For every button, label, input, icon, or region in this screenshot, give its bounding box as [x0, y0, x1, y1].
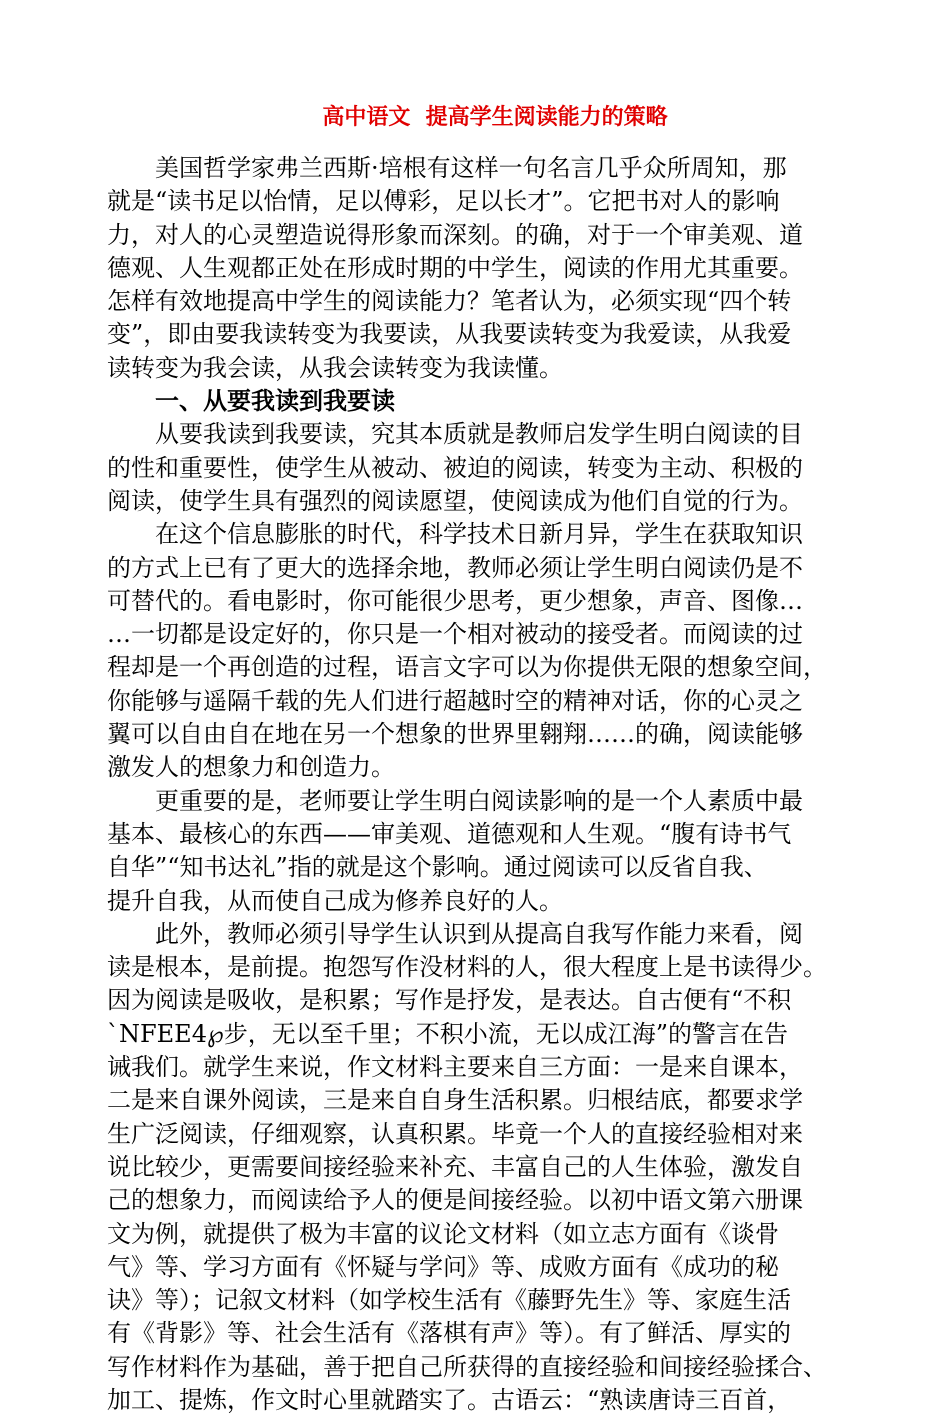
text-line: 加工、提炼，作文时心里就踏实了。古语云：“熟读唐诗三百首， — [107, 1385, 792, 1414]
text-line: 写作材料作为基础，善于把自己所获得的直接经验和间接经验揉合、 — [107, 1352, 827, 1381]
text-line: 读是根本，是前提。抱怨写作没材料的人，很大程度上是书读得少。 — [107, 953, 827, 982]
document-title: 高中语文 提高学生阅读能力的策略 — [322, 105, 668, 130]
text-line: …一切都是设定好的，你只是一个相对被动的接受者。而阅读的过 — [107, 620, 803, 649]
text-line: 基本、最核心的东西——审美观、道德观和人生观。“腹有诗书气 — [107, 819, 792, 848]
text-line: 从要我读到我要读，究其本质就是教师启发学生明白阅读的目 — [155, 420, 803, 449]
text-line: 激发人的想象力和创造力。 — [107, 753, 395, 782]
text-line: `NFEE4℘步，无以至千里；不积小流，无以成江海”的警言在告 — [107, 1019, 788, 1048]
text-line: 就是“读书足以怡情，足以傅彩，足以长才”。它把书对人的影响 — [107, 187, 780, 216]
text-line: 美国哲学家弗兰西斯·培根有这样一句名言几乎众所周知，那 — [155, 154, 787, 182]
text-line: 诫我们。就学生来说，作文材料主要来自三方面：一是来自课本， — [107, 1053, 803, 1082]
text-line: 变”，即由要我读转变为我要读，从我要读转变为我爱读，从我爱 — [107, 320, 792, 349]
text-line: 力，对人的心灵塑造说得形象而深刻。的确，对于一个审美观、道 — [107, 220, 803, 249]
text-line: 更重要的是，老师要让学生明白阅读影响的是一个人素质中最 — [155, 786, 803, 815]
text-line: 生广泛阅读，仔细观察，认真积累。毕竟一个人的直接经验相对来 — [107, 1119, 803, 1148]
text-line: 在这个信息膨胀的时代，科学技术日新月异，学生在获取知识 — [155, 520, 803, 549]
text-line: 的性和重要性，使学生从被动、被迫的阅读，转变为主动、积极的 — [107, 453, 803, 482]
text-line: 翼可以自由自在地在另一个想象的世界里翱翔……的确，阅读能够 — [107, 720, 803, 749]
text-line: 提升自我，从而使自己成为修养良好的人。 — [107, 886, 563, 915]
text-line: 的方式上已有了更大的选择余地，教师必须让学生明白阅读仍是不 — [107, 553, 803, 582]
text-line: 说比较少，更需要间接经验来补充、丰富自己的人生体验，激发自 — [107, 1152, 803, 1181]
text-line: 读转变为我会读，从我会读转变为我读懂。 — [107, 353, 563, 382]
section-heading: 一、从要我读到我要读 — [155, 387, 395, 416]
text-line: 此外，教师必须引导学生认识到从提高自我写作能力来看，阅 — [155, 919, 803, 948]
document-body — [107, 152, 842, 1417]
text-line: 气》等、学习方面有《怀疑与学问》等、成败方面有《成功的秘 — [107, 1252, 779, 1281]
text-line: 可替代的。看电影时，你可能很少思考，更少想象，声音、图像… — [107, 586, 803, 615]
text-line: 己的想象力，而阅读给予人的便是间接经验。以初中语文第六册课 — [107, 1186, 803, 1215]
text-line: 程却是一个再创造的过程，语言文字可以为你提供无限的想象空间， — [107, 653, 827, 682]
text-line: 二是来自课外阅读，三是来自自身生活积累。归根结底，都要求学 — [107, 1086, 803, 1115]
text-line: 怎样有效地提高中学生的阅读能力？笔者认为，必须实现“四个转 — [107, 287, 792, 316]
text-line: 自华”“知书达礼”指的就是这个影响。通过阅读可以反省自我、 — [107, 853, 768, 882]
text-line: 因为阅读是吸收，是积累；写作是抒发，是表达。自古便有“不积 — [107, 986, 792, 1015]
text-line: 德观、人生观都正处在形成时期的中学生，阅读的作用尤其重要。 — [107, 253, 803, 282]
text-line: 有《背影》等、社会生活有《落棋有声》等）。有了鲜活、厚实的 — [107, 1319, 791, 1348]
text-line: 阅读，使学生具有强烈的阅读愿望，使阅读成为他们自觉的行为。 — [107, 486, 803, 515]
text-line: 你能够与遥隔千载的先人们进行超越时空的精神对话，你的心灵之 — [107, 686, 803, 715]
text-line: 文为例，就提供了极为丰富的议论文材料（如立志方面有《谈骨 — [107, 1219, 779, 1248]
text-line: 诀》等）；记叙文材料（如学校生活有《藤野先生》等、家庭生活 — [107, 1286, 791, 1315]
